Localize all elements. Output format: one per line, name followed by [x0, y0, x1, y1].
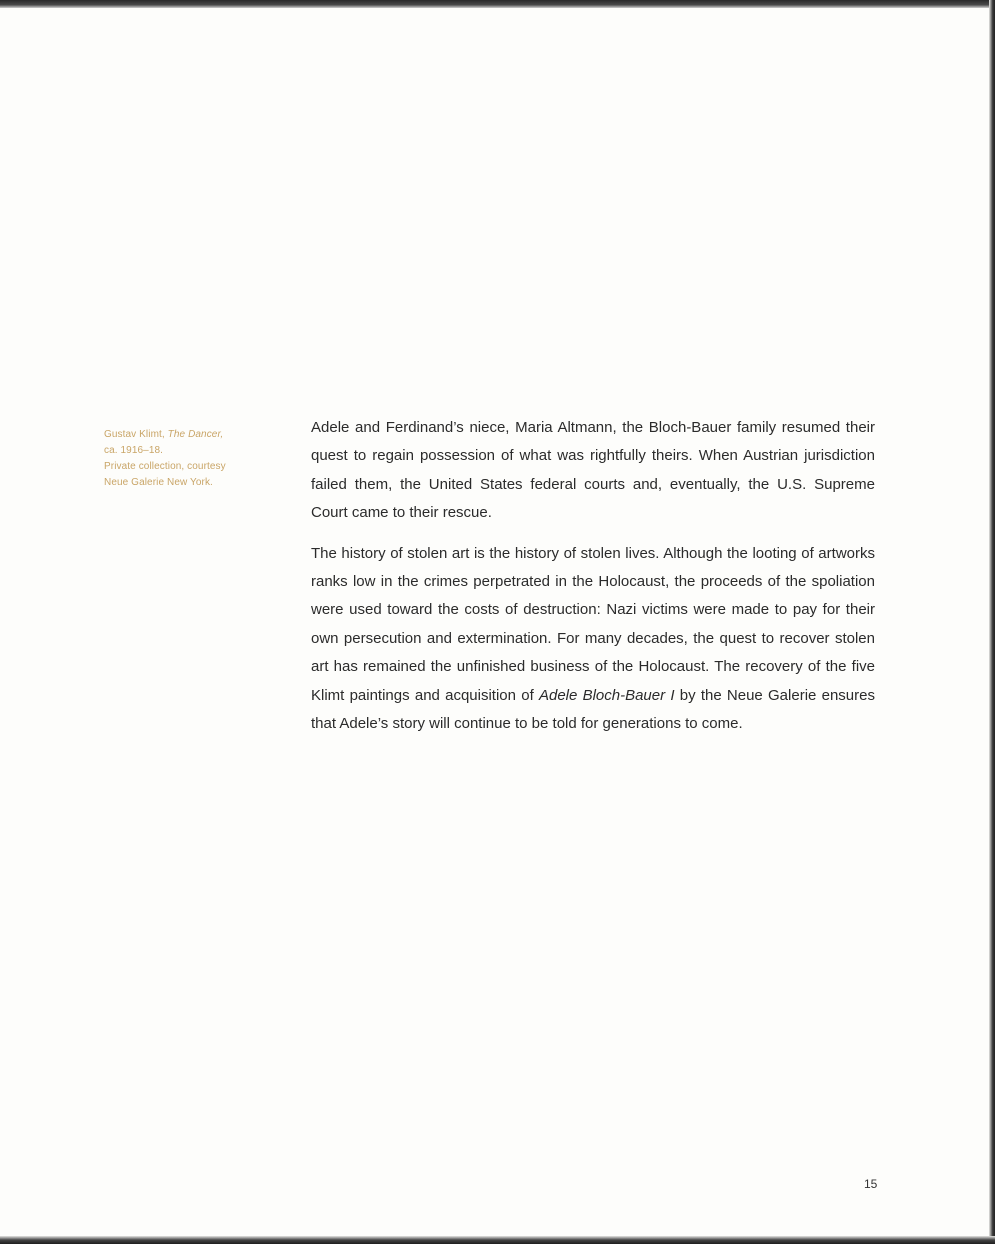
- caption-collection: Private collection, courtesy: [104, 461, 226, 472]
- paragraph-2-text-end: by the Neue Galerie ensures that Adele’s story will continue to be told for generations to come.: [311, 686, 875, 733]
- body-text: [311, 414, 875, 750]
- caption-artist: Gustav Klimt,: [104, 429, 165, 440]
- paragraph-2: [311, 540, 875, 739]
- page-number: 15: [864, 1177, 878, 1191]
- caption-date: ca. 1916–18.: [104, 445, 164, 456]
- scan-edge-top: [0, 0, 995, 8]
- scan-edge-right: [989, 0, 995, 1244]
- paragraph-2-text-start: The history of stolen art is the history of stolen lives. Although the looting of artworks ranks low in the crimes perpetrated in the Holocaust, the proceeds of the spoliation were used toward the costs of destruction: Nazi victims were made to pay for their own persecution and extermination. For many decades, the quest to recover stolen art has remained the unfinished business of the Holocaust. The recovery of the five Klimt paintings and acquisition of: [311, 544, 875, 704]
- caption-artwork-title: The Dancer,: [167, 429, 224, 440]
- scan-edge-bottom: [0, 1236, 995, 1244]
- image-caption: [104, 427, 254, 491]
- paragraph-2-artwork-title: Adele Bloch-Bauer I: [538, 686, 675, 704]
- paragraph-1: Adele and Ferdinand’s niece, Maria Altmann, the Bloch-Bauer family resumed their quest to regain possession of what was rightfully theirs. When Austrian jurisdiction failed them, the United States federal courts and, eventually, the U.S. Supreme Court came to their rescue.: [311, 419, 875, 522]
- caption-gallery: Neue Galerie New York.: [104, 477, 213, 488]
- caption-line-1: [104, 427, 254, 443]
